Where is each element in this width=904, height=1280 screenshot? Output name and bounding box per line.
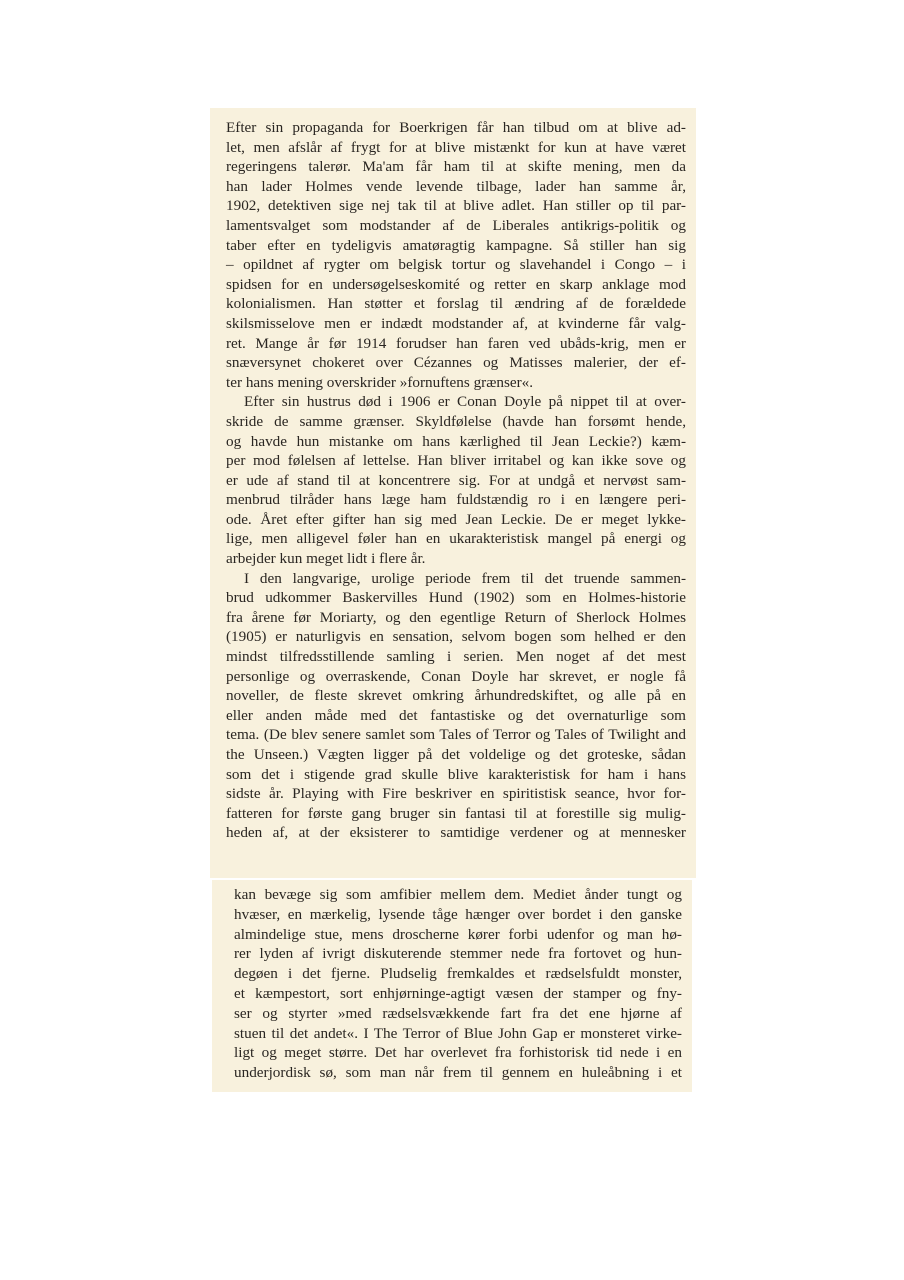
text-line: degøen i det fjerne. Pludselig fremkaldes et rædselsfuldt monster, [234, 965, 682, 983]
text-line: (1905) er naturligvis en sensation, selvom bogen som helhed er den [226, 628, 686, 646]
text-line: arbejder kun meget lidt i flere år. [226, 550, 426, 568]
text-line: snæversynet chokeret over Cézannes og Matisses malerier, der ef- [226, 354, 686, 372]
text-line: Efter sin hustrus død i 1906 er Conan Doyle på nippet til at over- [244, 393, 686, 411]
text-line: per mod følelsen af lettelse. Han bliver irritabel og kan ikke sove og [226, 452, 686, 470]
text-line: noveller, de fleste skrevet omkring århundredskiftet, og alle på en [226, 687, 686, 705]
text-line: spidsen for en undersøgelseskomité og retter en skarp anklage mod [226, 275, 686, 293]
text-line: underjordisk sø, som man når frem til gennem en huleåbning i et [234, 1064, 682, 1082]
text-line: heden af, at der eksisterer to samtidige verdener og at mennesker [226, 824, 686, 842]
text-line: skride de samme grænser. Skyldfølelse (havde han forsømt hende, [226, 412, 686, 430]
text-line: sidste år. Playing with Fire beskriver en spiritistisk seance, hvor for- [226, 785, 686, 803]
text-line: skilsmisselove men er indædt modstander af, at kvinderne får valg- [226, 314, 686, 332]
text-line: mindst tilfredsstillende samling i serien. Men noget af det mest [226, 648, 686, 666]
text-line: ode. Året efter gifter han sig med Jean Leckie. De er meget lykke- [226, 510, 686, 528]
text-line: 1902, detektiven sige nej tak til at blive adlet. Han stiller op til par- [226, 197, 686, 215]
text-line: og havde hun mistanke om hans kærlighed til Jean Leckie?) kæm- [226, 432, 686, 450]
text-line: tema. (De blev senere samlet som Tales of Terror og Tales of Twilight and [226, 726, 686, 744]
text-line: brud udkommer Baskervilles Hund (1902) som en Holmes-historie [226, 589, 686, 607]
text-line: ser og styrter »med rædselsvækkende fart fra det ene hjørne af [234, 1004, 682, 1022]
text-line: menbrud tilråder hans læge ham fuldstændig ro i en længere peri- [226, 491, 686, 509]
text-line: let, men afslår af frygt for at blive mistænkt for kun at have været [226, 138, 686, 156]
text-line: ligt og meget større. Det har overlevet fra forhistorisk tid nede i en [234, 1044, 682, 1062]
text-clipping-bottom [212, 880, 692, 1092]
text-line: fra årene før Moriarty, og den egentlige Return of Sherlock Holmes [226, 608, 686, 626]
text-line: han lader Holmes vende levende tilbage, lader han samme år, [226, 177, 686, 195]
text-line: lige, men alligevel føler han en ukarakteristisk mangel på energi og [226, 530, 686, 548]
text-line: eller anden måde med det fantastiske og det overnaturlige som [226, 706, 686, 724]
text-line: lamentsvalget som modstander af de Liberales antikrigs-politik og [226, 216, 686, 234]
text-line: fatteren for første gang bruger sin fantasi til at forestille sig mulig- [226, 804, 686, 822]
text-line: almindelige stue, mens droscherne kører forbi udenfor og man hø- [234, 925, 682, 943]
text-line: ret. Mange år før 1914 forudser han faren ved ubåds-krig, men er [226, 334, 686, 352]
text-line: som det i stigende grad skulle blive karakteristisk for ham i hans [226, 765, 686, 783]
text-line: et kæmpestort, sort enhjørninge-agtigt væsen der stamper og fny- [234, 984, 682, 1002]
text-line: regeringens talerør. Ma'am får ham til at skifte mening, men da [226, 158, 686, 176]
text-line: personlige og overraskende, Conan Doyle har skrevet, er nogle få [226, 667, 686, 685]
text-line: – opildnet af rygter om belgisk tortur og slavehandel i Congo – i [226, 256, 686, 274]
text-line: kolonialismen. Han støtter et forslag til ændring af de forældede [226, 295, 686, 313]
text-line: hvæser, en mærkelig, lysende tåge hænger over bordet i den ganske [234, 905, 682, 923]
text-line: kan bevæge sig som amfibier mellem dem. Mediet ånder tungt og [234, 886, 682, 903]
text-line: er ude af stand til at koncentrere sig. For at undgå et nervøst sam- [226, 471, 686, 489]
text-line: taber efter en tydeligvis amatøragtig kampagne. Så stiller han sig [226, 236, 686, 254]
text-line: the Unseen.) Vægten ligger på det voldelige og det groteske, sådan [226, 746, 686, 763]
text-line: Efter sin propaganda for Boerkrigen får han tilbud om at blive ad- [226, 119, 686, 136]
text-line: rer lyden af ivrigt diskuterende stemmer nede fra fortovet og hun- [234, 945, 682, 963]
text-line: I den langvarige, urolige periode frem til det truende sammen- [244, 569, 686, 587]
text-line: ter hans mening overskrider »fornuftens grænser«. [226, 373, 534, 391]
text-line: stuen til det andet«. I The Terror of Blue John Gap er monsteret virke- [234, 1024, 682, 1042]
text-clipping-top [210, 108, 696, 878]
